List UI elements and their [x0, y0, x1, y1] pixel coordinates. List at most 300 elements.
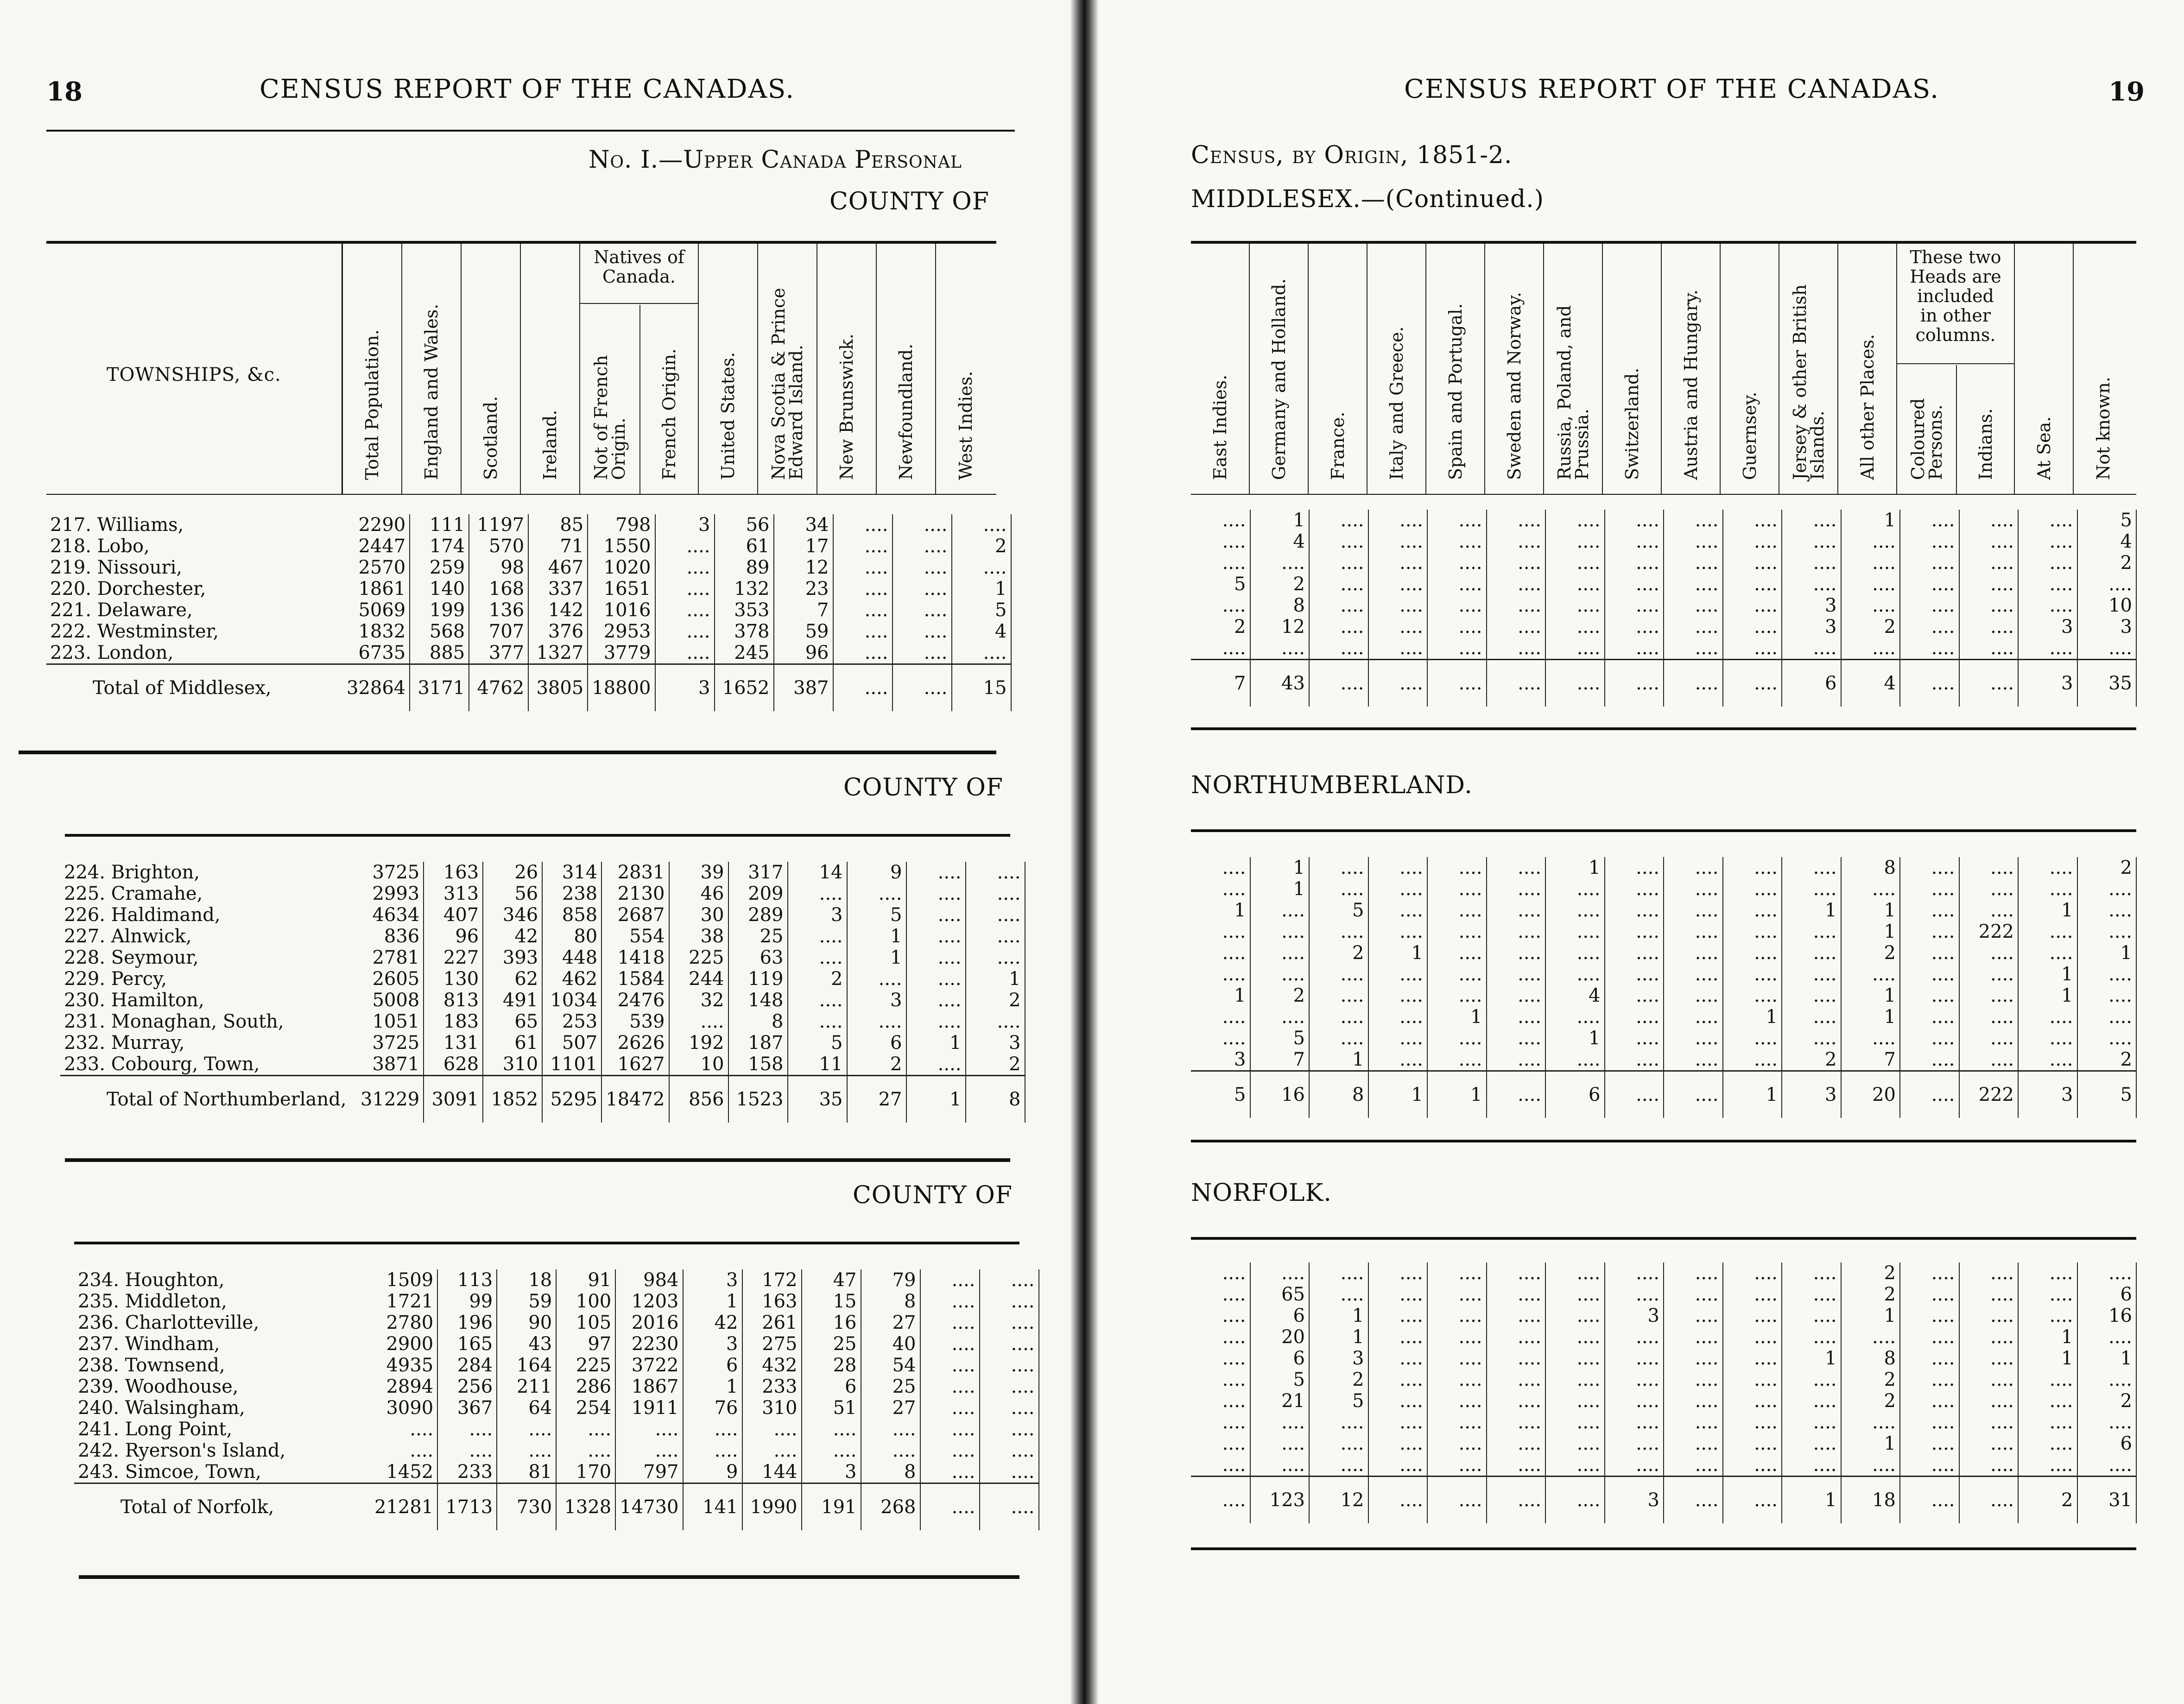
table-row: [60, 862, 1025, 883]
table-cell: ....: [1841, 574, 1900, 595]
table-cell: ....: [1900, 1284, 1959, 1305]
table-cell: 100: [556, 1291, 615, 1312]
table-cell: ....: [833, 557, 893, 578]
table-cell: 61: [715, 536, 774, 557]
table-cell: ....: [920, 1376, 980, 1397]
table-cell: 6: [847, 1032, 906, 1054]
table-cell: 12: [1309, 1477, 1368, 1524]
table-cell: ....: [1782, 942, 1841, 964]
table-cell: 1: [1841, 1006, 1900, 1028]
table-cell: ....: [1782, 1412, 1841, 1433]
table-cell: 467: [528, 557, 588, 578]
table-cell: 59: [774, 621, 833, 642]
header-indians: Indians.: [1975, 408, 1996, 480]
table-cell: ....: [1368, 616, 1428, 637]
table-cell: ....: [920, 1483, 980, 1531]
table-cell: 1867: [615, 1376, 683, 1397]
header-us: United States.: [718, 352, 738, 480]
table-cell: ....: [1782, 552, 1841, 574]
table-row: [1191, 1006, 2136, 1028]
table-cell: 163: [424, 862, 483, 883]
rule: [1191, 829, 2136, 832]
table-cell: 1: [2018, 964, 2077, 985]
table-cell: ....: [1191, 1006, 1250, 1028]
table-cell: 12: [1250, 616, 1310, 637]
table-cell: 310: [742, 1397, 802, 1419]
table-row: [1191, 1348, 2136, 1369]
table-cell: ....: [1782, 510, 1841, 531]
table-cell: ....: [371, 1419, 437, 1440]
table-cell: 42: [683, 1312, 742, 1333]
table-cell: 2: [847, 1054, 906, 1076]
left-page: [0, 0, 1070, 1704]
table-cell: ....: [1487, 1454, 1546, 1477]
table-cell: 183: [424, 1011, 483, 1032]
table-cell: ....: [1309, 857, 1368, 878]
table-cell: 3171: [410, 664, 469, 712]
table-cell: ....: [2077, 1454, 2137, 1477]
table-cell: ....: [1900, 1454, 1959, 1477]
table-cell: ....: [1309, 574, 1368, 595]
table-cell: 85: [528, 514, 588, 536]
table-cell: ....: [1368, 900, 1428, 921]
table-cell: 2: [1309, 942, 1368, 964]
total-row: [1191, 1071, 2136, 1118]
table-cell: ....: [1664, 942, 1723, 964]
table-cell: ....: [1959, 637, 2019, 660]
table-cell: 65: [483, 1011, 542, 1032]
table-cell: ....: [1900, 660, 1959, 707]
table-cell: ....: [1664, 1433, 1723, 1454]
table-cell: 6: [2077, 1433, 2137, 1454]
table-cell: ....: [1368, 637, 1428, 660]
table-cell: 12: [774, 557, 833, 578]
table-cell: 2: [966, 990, 1025, 1011]
table-cell: ....: [1900, 552, 1959, 574]
table-cell: ....: [1427, 637, 1487, 660]
header-natives: Natives of Canada.: [580, 244, 698, 304]
table-cell: ....: [1605, 964, 1664, 985]
table-cell: ....: [1368, 985, 1428, 1006]
table-cell: ....: [1545, 660, 1605, 707]
table-cell: ....: [1427, 1412, 1487, 1433]
table-cell: ....: [833, 600, 893, 621]
table-cell: 2: [2077, 1049, 2137, 1071]
table-cell: ....: [1368, 1284, 1428, 1305]
table-cell: 7: [1250, 1049, 1310, 1071]
table-cell: ....: [1605, 660, 1664, 707]
township-name: 231. Monaghan, South,: [64, 1011, 284, 1032]
table-cell: ....: [1309, 1454, 1368, 1477]
table-cell: 1509: [371, 1269, 437, 1291]
table-row: [74, 1440, 1039, 1461]
table-cell: 5008: [357, 990, 424, 1011]
table-cell: 15: [952, 664, 1011, 712]
table-cell: 3: [655, 664, 715, 712]
table-cell: 136: [469, 600, 528, 621]
table-cell: ....: [802, 1440, 861, 1461]
header-switzerland: [1603, 244, 1662, 494]
table-cell: 1051: [357, 1011, 424, 1032]
header-guernsey-label: Guernsey.: [1739, 391, 1760, 480]
table-cell: ....: [1900, 1369, 1959, 1390]
table-cell: ....: [655, 557, 715, 578]
table-cell: 130: [424, 968, 483, 990]
table-cell: ....: [1368, 1049, 1428, 1071]
table-cell: ....: [1427, 510, 1487, 531]
table-cell: 1: [2077, 1348, 2137, 1369]
table-cell: ....: [980, 1376, 1039, 1397]
table-cell: 1327: [528, 642, 588, 664]
table-cell: ....: [1723, 595, 1782, 616]
table-cell: 1: [1250, 510, 1310, 531]
table-row: [1191, 574, 2136, 595]
table-cell: ....: [920, 1291, 980, 1312]
table-cell: ....: [966, 883, 1025, 904]
table-cell: 284: [437, 1355, 497, 1376]
table-cell: ....: [1545, 1049, 1605, 1071]
table-cell: ....: [1368, 1305, 1428, 1326]
table-cell: ....: [1723, 1305, 1782, 1326]
table-cell: 63: [728, 947, 788, 968]
table-cell: ....: [1959, 1284, 2019, 1305]
table-cell: ....: [2018, 1049, 2077, 1071]
total-label: Total of Middlesex,: [46, 664, 343, 712]
table-cell: 39: [669, 862, 728, 883]
table-cell: ....: [1664, 1284, 1723, 1305]
table-cell: ....: [1841, 878, 1900, 900]
table-cell: 448: [542, 947, 601, 968]
township-name: 242. Ryerson's Island,: [78, 1440, 286, 1461]
table-cell: ....: [1487, 552, 1546, 574]
table-cell: ....: [371, 1440, 437, 1461]
table-cell: 35: [2077, 660, 2137, 707]
table-cell: ....: [1900, 1433, 1959, 1454]
table-cell: 2230: [615, 1333, 683, 1355]
table-cell: 56: [483, 883, 542, 904]
table-cell: 3: [1782, 616, 1841, 637]
table-cell: 1: [2077, 942, 2137, 964]
header-other-places: [1838, 244, 1897, 494]
table-cell: 2570: [343, 557, 410, 578]
table-cell: ....: [1427, 531, 1487, 552]
table-cell: ....: [1487, 1477, 1546, 1524]
table-cell: ....: [1191, 1262, 1250, 1284]
table-cell: ....: [1191, 1305, 1250, 1326]
table-cell: ....: [1545, 595, 1605, 616]
table-cell: ....: [1782, 1369, 1841, 1390]
table-cell: 3: [2018, 660, 2077, 707]
table-cell: 62: [483, 968, 542, 990]
table-cell: 289: [728, 904, 788, 926]
table-row: [1191, 1412, 2136, 1433]
right-table-2: [1191, 1262, 2137, 1523]
table-cell: ....: [1191, 857, 1250, 878]
header-austria: [1662, 244, 1721, 494]
table-cell: ....: [1959, 1326, 2019, 1348]
table-cell: ....: [615, 1440, 683, 1461]
table-cell: ....: [1191, 1390, 1250, 1412]
table-cell: 18472: [601, 1076, 669, 1123]
table-cell: ....: [1309, 921, 1368, 942]
table-cell: ....: [1900, 964, 1959, 985]
table-cell: ....: [1191, 942, 1250, 964]
table-cell: 1101: [542, 1054, 601, 1076]
table-cell: 11: [788, 1054, 847, 1076]
table-cell: ....: [1959, 552, 2019, 574]
table-cell: 1203: [615, 1291, 683, 1312]
table-cell: ....: [1487, 1049, 1546, 1071]
table-cell: ....: [980, 1461, 1039, 1483]
table-cell: 51: [802, 1397, 861, 1419]
table-cell: 2: [788, 968, 847, 990]
table-cell: ....: [1723, 964, 1782, 985]
table-cell: 2605: [357, 968, 424, 990]
table-cell: ....: [1605, 637, 1664, 660]
table-cell: 2: [2077, 857, 2137, 878]
table-cell: ....: [2077, 900, 2137, 921]
table-cell: ....: [1900, 1348, 1959, 1369]
township-name: 229. Percy,: [64, 968, 167, 990]
table-cell: 3805: [528, 664, 588, 712]
township-name: 221. Delaware,: [50, 600, 193, 621]
table-cell: 123: [1250, 1477, 1310, 1524]
table-cell: 2: [1841, 1284, 1900, 1305]
table-row: [60, 883, 1025, 904]
table-cell: 1: [1841, 1305, 1900, 1326]
table-cell: ....: [1309, 510, 1368, 531]
table-cell: 132: [715, 578, 774, 600]
table-cell: ....: [1487, 921, 1546, 942]
table-cell: ....: [1545, 1006, 1605, 1028]
table-cell: ....: [2018, 1262, 2077, 1284]
table-cell: 387: [774, 664, 833, 712]
table-cell: 233: [437, 1461, 497, 1483]
table-cell: ....: [1309, 1262, 1368, 1284]
table-cell: ....: [2077, 1262, 2137, 1284]
table-row: [1191, 616, 2136, 637]
table-cell: ....: [1487, 964, 1546, 985]
table-cell: 10: [669, 1054, 728, 1076]
table-row: [1191, 595, 2136, 616]
table-cell: ....: [1368, 1028, 1428, 1049]
table-cell: 5069: [343, 600, 410, 621]
table-cell: 3: [1309, 1348, 1368, 1369]
table-cell: 2993: [357, 883, 424, 904]
table-cell: 2: [966, 1054, 1025, 1076]
table-cell: ....: [1782, 1433, 1841, 1454]
table-cell: ....: [966, 1011, 1025, 1032]
table-cell: ....: [2077, 921, 2137, 942]
table-cell: ....: [1427, 857, 1487, 878]
table-cell: ....: [1309, 1006, 1368, 1028]
table-cell: 238: [542, 883, 601, 904]
table-row: [46, 642, 1011, 664]
table-cell: 168: [469, 578, 528, 600]
table-cell: ....: [1191, 878, 1250, 900]
table-cell: ....: [906, 947, 966, 968]
table-cell: 7: [1841, 1049, 1900, 1071]
table-cell: 28: [802, 1355, 861, 1376]
table-cell: ....: [1545, 1262, 1605, 1284]
table-cell: ....: [1605, 1006, 1664, 1028]
county-label: COUNTY OF: [853, 1181, 1013, 1209]
table-cell: ....: [2018, 1369, 2077, 1390]
table-cell: ....: [1487, 878, 1546, 900]
table-cell: ....: [1427, 1369, 1487, 1390]
table-cell: ....: [1900, 878, 1959, 900]
township-name: 226. Haldimand,: [64, 904, 221, 926]
header-italy: [1367, 244, 1426, 494]
table-cell: ....: [980, 1483, 1039, 1531]
table-cell: 1584: [601, 968, 669, 990]
table-cell: ....: [1664, 1348, 1723, 1369]
table-cell: ....: [1368, 552, 1428, 574]
table-cell: ....: [1487, 1262, 1546, 1284]
table-cell: ....: [1782, 1390, 1841, 1412]
table-cell: ....: [1427, 1454, 1487, 1477]
table-cell: 15: [802, 1291, 861, 1312]
table-cell: 4634: [357, 904, 424, 926]
table-cell: ....: [1605, 985, 1664, 1006]
table-cell: 1: [683, 1376, 742, 1397]
table-cell: ....: [1487, 857, 1546, 878]
table-cell: ....: [1368, 574, 1428, 595]
header-heads-group-label: These two Heads are included in other columns.: [1897, 244, 2014, 364]
table-cell: 113: [437, 1269, 497, 1291]
table-cell: 2: [952, 536, 1011, 557]
table-cell: ....: [497, 1419, 556, 1440]
table-cell: ....: [1605, 942, 1664, 964]
column-header-right: [1191, 241, 2136, 495]
total-label: Total of Northumberland,: [60, 1076, 357, 1123]
table-cell: 2831: [601, 862, 669, 883]
table-row: [74, 1419, 1039, 1440]
table-cell: ....: [1900, 900, 1959, 921]
table-cell: ....: [1900, 1390, 1959, 1412]
header-nova-scotia: Nova Scotia & Prince Edward Island.: [768, 288, 806, 480]
table-cell: 23: [774, 578, 833, 600]
table-cell: ....: [1782, 1454, 1841, 1477]
table-cell: ....: [847, 968, 906, 990]
table-cell: ....: [1250, 1412, 1310, 1433]
table-cell: ....: [966, 926, 1025, 947]
table-cell: 131: [424, 1032, 483, 1054]
table-row: [46, 621, 1011, 642]
table-cell: ....: [437, 1419, 497, 1440]
table-cell: 317: [728, 862, 788, 883]
table-cell: 35: [788, 1076, 847, 1123]
table-cell: ....: [1605, 1412, 1664, 1433]
table-cell: 222: [1959, 1071, 2019, 1118]
table-cell: ....: [833, 514, 893, 536]
township-name: 243. Simcoe, Town,: [78, 1461, 261, 1483]
table-cell: ....: [1487, 1348, 1546, 1369]
table-cell: ....: [1427, 1305, 1487, 1326]
table-cell: ....: [1545, 878, 1605, 900]
table-cell: ....: [833, 536, 893, 557]
table-cell: ....: [1900, 574, 1959, 595]
table-row: [60, 904, 1025, 926]
table-cell: 98: [469, 557, 528, 578]
table-cell: 1: [1841, 510, 1900, 531]
table-row: [1191, 1305, 2136, 1326]
table-cell: ....: [1900, 637, 1959, 660]
header-germany: [1250, 244, 1309, 494]
table-row: [74, 1312, 1039, 1333]
table-cell: ....: [861, 1419, 920, 1440]
table-cell: ....: [906, 862, 966, 883]
table-cell: 3: [1782, 1071, 1841, 1118]
table-cell: ....: [906, 926, 966, 947]
rule: [1191, 727, 2136, 730]
header-jersey: [1779, 244, 1838, 494]
header-not-french: Not of French Origin.: [591, 355, 629, 480]
header-italy-label: Italy and Greece.: [1386, 326, 1407, 480]
table-cell: ....: [1250, 1006, 1310, 1028]
table-cell: ....: [742, 1440, 802, 1461]
table-row: [74, 1355, 1039, 1376]
table-cell: ....: [1545, 942, 1605, 964]
table-cell: 3: [1605, 1477, 1664, 1524]
table-cell: 1832: [343, 621, 410, 642]
table-cell: ....: [1841, 1028, 1900, 1049]
table-cell: 2: [1841, 1390, 1900, 1412]
table-cell: 353: [715, 600, 774, 621]
table-cell: ....: [1309, 1433, 1368, 1454]
header-sweden-label: Sweden and Norway.: [1504, 292, 1525, 480]
table-cell: 1: [1191, 900, 1250, 921]
table-cell: 32864: [343, 664, 410, 712]
table-cell: 1: [1309, 1326, 1368, 1348]
table-cell: 1: [1782, 1477, 1841, 1524]
table-cell: ....: [893, 514, 952, 536]
table-cell: 25: [728, 926, 788, 947]
table-cell: ....: [1723, 1262, 1782, 1284]
table-cell: 554: [601, 926, 669, 947]
table-cell: ....: [1664, 921, 1723, 942]
table-cell: ....: [952, 514, 1011, 536]
rule: [65, 1158, 1010, 1162]
table-cell: ....: [1191, 1412, 1250, 1433]
table-cell: ....: [833, 642, 893, 664]
table-cell: ....: [2077, 1006, 2137, 1028]
table-cell: ....: [1545, 1305, 1605, 1326]
township-name: 239. Woodhouse,: [78, 1376, 239, 1397]
table-row: [1191, 900, 2136, 921]
table-cell: ....: [1309, 985, 1368, 1006]
header-england: England and Wales.: [421, 303, 442, 480]
table-cell: ....: [2018, 531, 2077, 552]
table-cell: ....: [1723, 1454, 1782, 1477]
table-cell: ....: [1664, 531, 1723, 552]
table-cell: 1020: [588, 557, 655, 578]
table-cell: ....: [1605, 921, 1664, 942]
table-cell: ....: [906, 904, 966, 926]
total-row: [1191, 1477, 2136, 1524]
township-name: 223. London,: [50, 642, 174, 663]
table-cell: ....: [893, 664, 952, 712]
table-cell: ....: [1841, 637, 1900, 660]
table-cell: ....: [1664, 1028, 1723, 1049]
table-cell: ....: [1427, 1477, 1487, 1524]
table-cell: 259: [410, 557, 469, 578]
table-cell: 1: [1545, 1028, 1605, 1049]
table-cell: ....: [2077, 964, 2137, 985]
table-cell: 539: [601, 1011, 669, 1032]
table-cell: ....: [1959, 1412, 2019, 1433]
table-row: [74, 1269, 1039, 1291]
